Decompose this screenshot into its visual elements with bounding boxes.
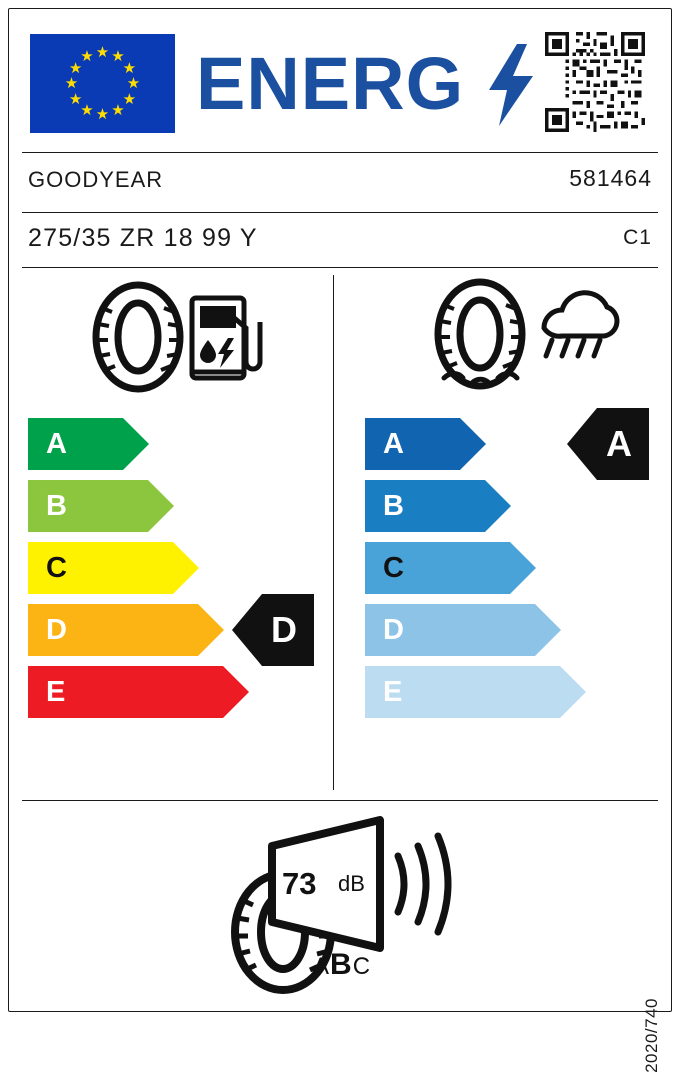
- noise-value: 73: [282, 866, 317, 901]
- grade-row: [28, 480, 249, 542]
- eu-star-icon: ★: [122, 59, 137, 77]
- grade-row: [365, 542, 586, 604]
- grade-arrow-tip: [535, 604, 561, 656]
- grade-row: [28, 418, 249, 480]
- grade-label: A: [365, 418, 460, 470]
- grade-row: [365, 418, 586, 480]
- date-code: 2020/740: [642, 998, 661, 1073]
- eu-star-icon: ★: [68, 90, 83, 108]
- eu-star-icon: ★: [126, 75, 141, 92]
- noise-class-scale: [313, 948, 371, 982]
- grade-arrow-tip: [198, 604, 224, 656]
- noise-class-a: A: [313, 953, 331, 980]
- grade-label: D: [28, 604, 198, 656]
- grade-row: [28, 604, 249, 666]
- grade-label: E: [28, 666, 223, 718]
- vertical-divider: [333, 275, 334, 790]
- fuel-pump-icon: [192, 298, 260, 378]
- grade-arrow-tip: [460, 418, 486, 470]
- brand-name: GOODYEAR: [28, 167, 164, 192]
- eu-star-icon: ★: [111, 48, 125, 66]
- divider-3: [22, 267, 658, 268]
- grade-row: [28, 542, 249, 604]
- tyre-icon: [438, 282, 522, 386]
- tyre-icon: [96, 285, 180, 389]
- noise-class-b: B: [330, 948, 353, 981]
- grade-row: [365, 604, 586, 666]
- wet-grade-scale: [365, 418, 586, 728]
- eu-star-icon: ★: [95, 44, 110, 61]
- noise-class-c: C: [352, 953, 372, 980]
- wet-selected-label: A: [597, 408, 649, 480]
- energy-bolt-icon: [487, 44, 533, 126]
- grade-arrow-tip: [173, 542, 199, 594]
- fuel-efficiency-icon: [92, 282, 272, 392]
- grade-label: D: [365, 604, 535, 656]
- grade-label: C: [28, 542, 173, 594]
- grade-label: A: [28, 418, 123, 470]
- rain-cloud-icon: [544, 293, 617, 356]
- grade-label: E: [365, 666, 560, 718]
- qr-code-icon: [545, 32, 645, 132]
- eu-star-icon: ★: [80, 101, 94, 119]
- fuel-drop-icon: [200, 338, 234, 368]
- grade-row: [28, 666, 249, 728]
- grade-arrow-tip: [485, 480, 511, 532]
- eu-flag-icon: [30, 34, 175, 133]
- grade-label: C: [365, 542, 510, 594]
- eu-star-icon: ★: [122, 90, 137, 108]
- grade-label: B: [28, 480, 148, 532]
- grade-label: B: [365, 480, 485, 532]
- grade-arrow-tip: [223, 666, 249, 718]
- grade-row: [365, 666, 586, 728]
- grade-arrow-tip: [148, 480, 174, 532]
- fuel-selected-marker: [232, 594, 314, 666]
- tyre-size: 275/35 ZR 18 99 Y: [28, 224, 258, 252]
- grade-arrow-tip: [510, 542, 536, 594]
- tyre-class: C1: [623, 226, 652, 249]
- eu-star-icon: ★: [80, 48, 94, 66]
- page-title: ENERG: [196, 42, 465, 125]
- wet-selected-marker: [567, 408, 649, 480]
- sound-waves-icon: [398, 836, 448, 932]
- eu-star-icon: ★: [95, 106, 110, 123]
- fuel-grade-scale: [28, 418, 249, 728]
- fuel-selected-label: D: [262, 594, 314, 666]
- eu-star-icon: ★: [64, 75, 79, 92]
- grade-arrow-tip: [123, 418, 149, 470]
- grade-arrow-tip: [560, 666, 586, 718]
- divider-1: [22, 152, 658, 153]
- eu-star-icon: ★: [111, 101, 125, 119]
- grade-row: [365, 480, 586, 542]
- product-code: 581464: [569, 165, 652, 191]
- wet-grip-icon: [428, 282, 618, 392]
- eu-star-icon: ★: [68, 59, 83, 77]
- divider-4: [22, 800, 658, 801]
- noise-unit: dB: [338, 871, 365, 896]
- divider-2: [22, 212, 658, 213]
